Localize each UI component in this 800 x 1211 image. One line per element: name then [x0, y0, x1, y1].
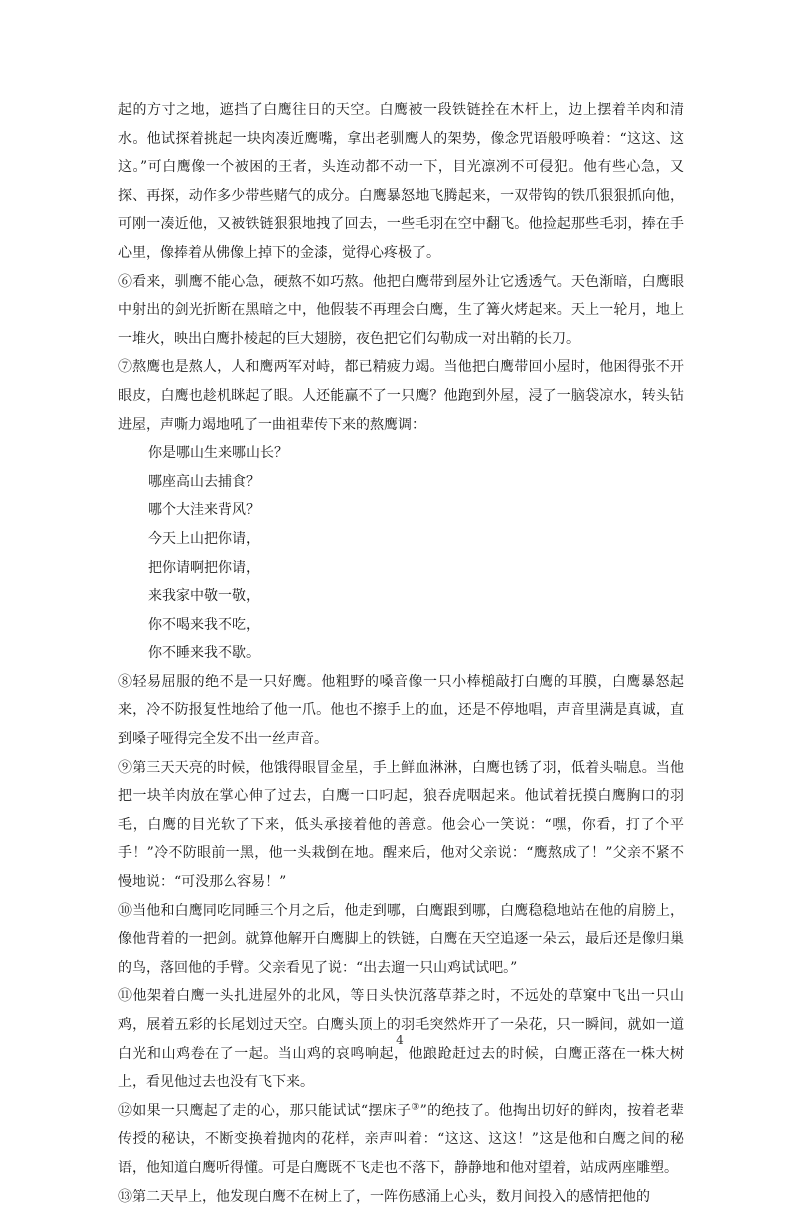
paragraph: ⑥看来，驯鹰不能心急，硬熬不如巧熬。他把白鹰带到屋外让它透透气。天色渐暗，白鹰眼中射出的剑光折断在黑暗之中，他假装不再理会白鹰，生了篝火烤起来。天上一轮月，地上一堆火，映出白鹰扑棱起的巨大翅膀，夜色把它们勾勒成一对出鞘的长刀。 — [118, 273, 684, 347]
poem-line: 哪个大洼来背风？ — [148, 502, 260, 519]
paragraph: 起的方寸之地，遮挡了白鹰往日的天空。白鹰被一段铁链拴在木杆上，边上摆着羊肉和清水。他试探着挑起一块肉凑近鹰嘴，拿出老驯鹰人的架势，像念咒语般呼唤着：“这这、这这。”可白鹰像一个被困的王者，头连动都不动一下，目光凛冽不可侵犯。他有些心急，又探、再探，动作多少带些赌气的成分。白鹰暴怒地飞腾起来，一双带钩的铁爪狠狠抓向他，可刚一凑近他，又被铁链狠狠地拽了回去，一些毛羽在空中翻飞。他捡起那些毛羽，捧在手心里，像捧着从佛像上掉下的金漆，觉得心疼极了。 — [118, 102, 684, 261]
page-number: 4 — [396, 1033, 404, 1047]
paragraph: ⑦熬鹰也是熬人，人和鹰两军对峙，都已精疲力竭。当他把白鹰带回小屋时，他困得张不开眼皮，白鹰也趁机眯起了眼。人还能赢不了一只鹰？他跑到外屋，浸了一脑袋凉水，转头钻进屋，声嘶力竭地吼了一曲祖辈传下来的熬鹰调： — [118, 359, 684, 433]
poem-line: 今天上山把你请， — [148, 530, 260, 547]
paragraph-text: ”的绝技了。他掏出切好的鲜肉，按着老辈传授的秘诀，不断变换着抛肉的花样，亲声叫着：“这这、这这！”这是他和白鹰之间的秘语，他知道白鹰听得懂。可是白鹰既不飞走也不落下，静静地和他对望着，站成两座雕塑。 — [118, 1102, 685, 1176]
poem-line: 你是哪山生来哪山长？ — [148, 445, 288, 462]
poem-line: 你不睡来我不歇。 — [148, 645, 260, 662]
footnote-marker: ③ — [411, 1102, 420, 1113]
paragraph: ⑨第三天天亮的时候，他饿得眼冒金星，手上鲜血淋淋，白鹰也锈了羽，低着头喘息。当他把一块羊肉放在掌心伸了过去，白鹰一口叼起，狼吞虎咽起来。他试着抚摸白鹰胸口的羽毛，白鹰的目光软了下来，低头承接着他的善意。他会心一笑说：“嘿，你看，打了个平手！”冷不防眼前一黑，他一头栽倒在地。醒来后，他对父亲说：“鹰熬成了！”父亲不紧不慢地说：“可没那么容易！” — [118, 759, 684, 891]
paragraph: ⑪他架着白鹰一头扎进屋外的北风，等日头快沉落草莽之时，不远处的草窠中飞出一只山鸡，展着五彩的长尾划过天空。白鹰头顶上的羽毛突然炸开了一朵花，只一瞬间，就如一道白光和山鸡卷在了一起。当山鸡的哀鸣响起，他踉跄赶过去的时候，白鹰正落在一株大树上，看见他过去也没有飞下来。 — [118, 988, 684, 1091]
poem — [118, 439, 684, 668]
poem-line: 哪座高山去捕食？ — [148, 473, 260, 490]
poem-line: 你不喝来我不吃， — [148, 616, 260, 633]
paragraph-text: ⑫如果一只鹰起了走的心，那只能试试“摆床子 — [118, 1102, 412, 1119]
paragraph — [118, 1097, 684, 1183]
paragraph: ⑩当他和白鹰同吃同睡三个月之后，他走到哪，白鹰跟到哪，白鹰稳稳地站在他的肩膀上，像他背着的一把剑。就算他解开白鹰脚上的铁链，白鹰在天空追逐一朵云，最后还是像归巢的鸟，落回他的手臂。父亲看见了说：“出去遛一只山鸡试试吧。” — [118, 902, 684, 976]
paragraph: ⑧轻易屈服的绝不是一只好鹰。他粗野的嗓音像一只小棒槌敲打白鹰的耳膜，白鹰暴怒起来，冷不防报复性地给了他一爪。他也不擦手上的血，还是不停地唱，声音里满是真诚，直到嗓子哑得完全发不出一丝声音。 — [118, 673, 684, 748]
poem-line: 来我家中敬一敬， — [148, 588, 260, 605]
paragraph: ⑬第二天早上，他发现白鹰不在树上了，一阵伤感涌上心头，数月间投入的感情把他的 — [118, 1188, 650, 1205]
poem-line: 把你请啊把你请， — [148, 559, 260, 576]
